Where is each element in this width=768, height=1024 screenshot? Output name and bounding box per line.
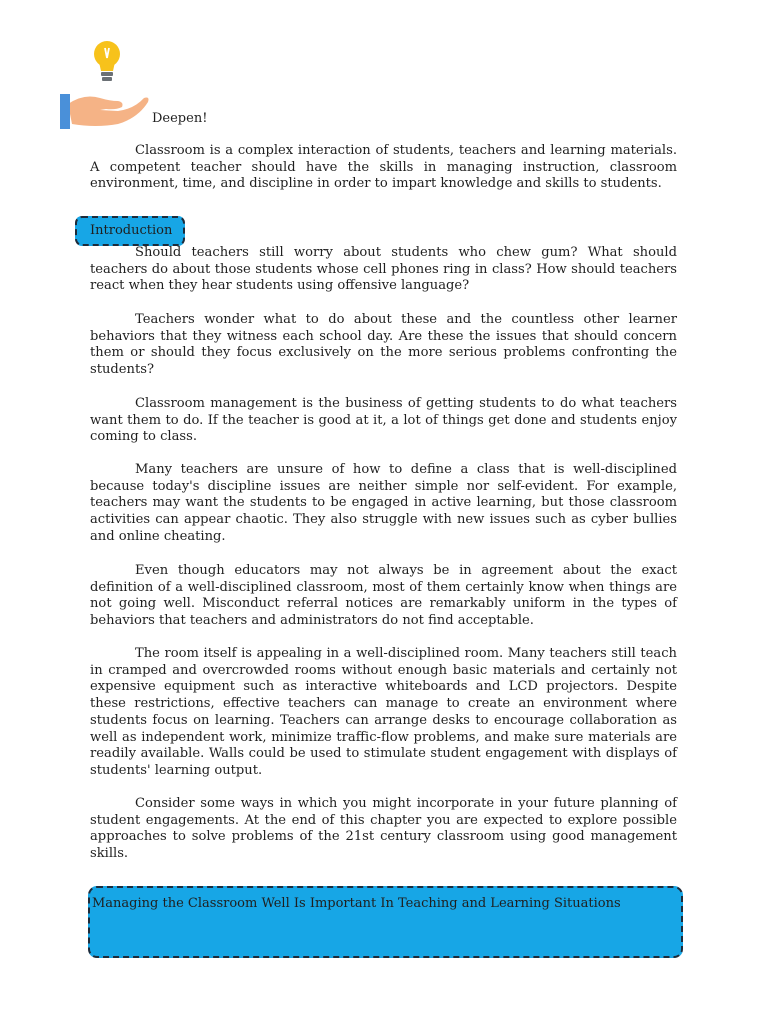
lightbulb-hand-icon [58,38,150,132]
paragraph-3: Classroom management is the business of getting students to do what teachers want them to do. If the teacher is good at it, a lot of things get done and students enjoy coming to class. [90,396,677,445]
introduction-label: Introduction [75,216,185,246]
paragraph-4: Many teachers are unsure of how to define a class that is well-disciplined because today's discipline issues are neither simple nor self-evident. For example, teachers may want the students to be engaged in active learning, but those classroom activities can appear chaotic. They also struggle with new issues such as cyber bullies and online cheating. [90,462,677,544]
intro-paragraph: Classroom is a complex interaction of students, teachers and learning materials. A competent teacher should have the skills in managing instruction, classroom environment, time, and discipline in order to impart knowledge and skills to students. [90,143,677,192]
paragraph-7: Consider some ways in which you might incorporate in your future planning of student engagements. At the end of this chapter you are expected to explore possible approaches to solve problems of the 21st century classroom using good management skills. [90,796,677,862]
paragraph-6: The room itself is appealing in a well-disciplined room. Many teachers still teach in cramped and overcrowded rooms without enough basic materials and certainly not expensive equipment such as interactive whiteboards and LCD projectors. Despite these restrictions, effective teachers can manage to create an environment where students focus on learning. Teachers can arrange desks to encourage collaboration as well as independent work, minimize traffic-flow problems, and make sure materials are readily available. Walls could be used to stimulate student engagement with displays of students' learning output. [90,646,677,778]
section-heading-box [88,886,683,958]
paragraph-5: Even though educators may not always be in agreement about the exact definition of a well-disciplined classroom, most of them certainly know when things are not going well. Misconduct referral notices are remarkably uniform in the types of behaviors that teachers and administrators do not find acceptable. [90,563,677,629]
section-heading: Managing the Classroom Well Is Important In Teaching and Learning Situations [92,896,621,911]
paragraph-2: Teachers wonder what to do about these and the countless other learner behaviors that they witness each school day. Are these the issues that should concern them or should they focus exclusively on the more serious problems confronting the students? [90,312,677,378]
section-title-deepen: Deepen! [152,111,208,126]
paragraph-1: Should teachers still worry about students who chew gum? What should teachers do about those students whose cell phones ring in class? How should teachers react when they hear students using offensive language? [90,245,677,294]
